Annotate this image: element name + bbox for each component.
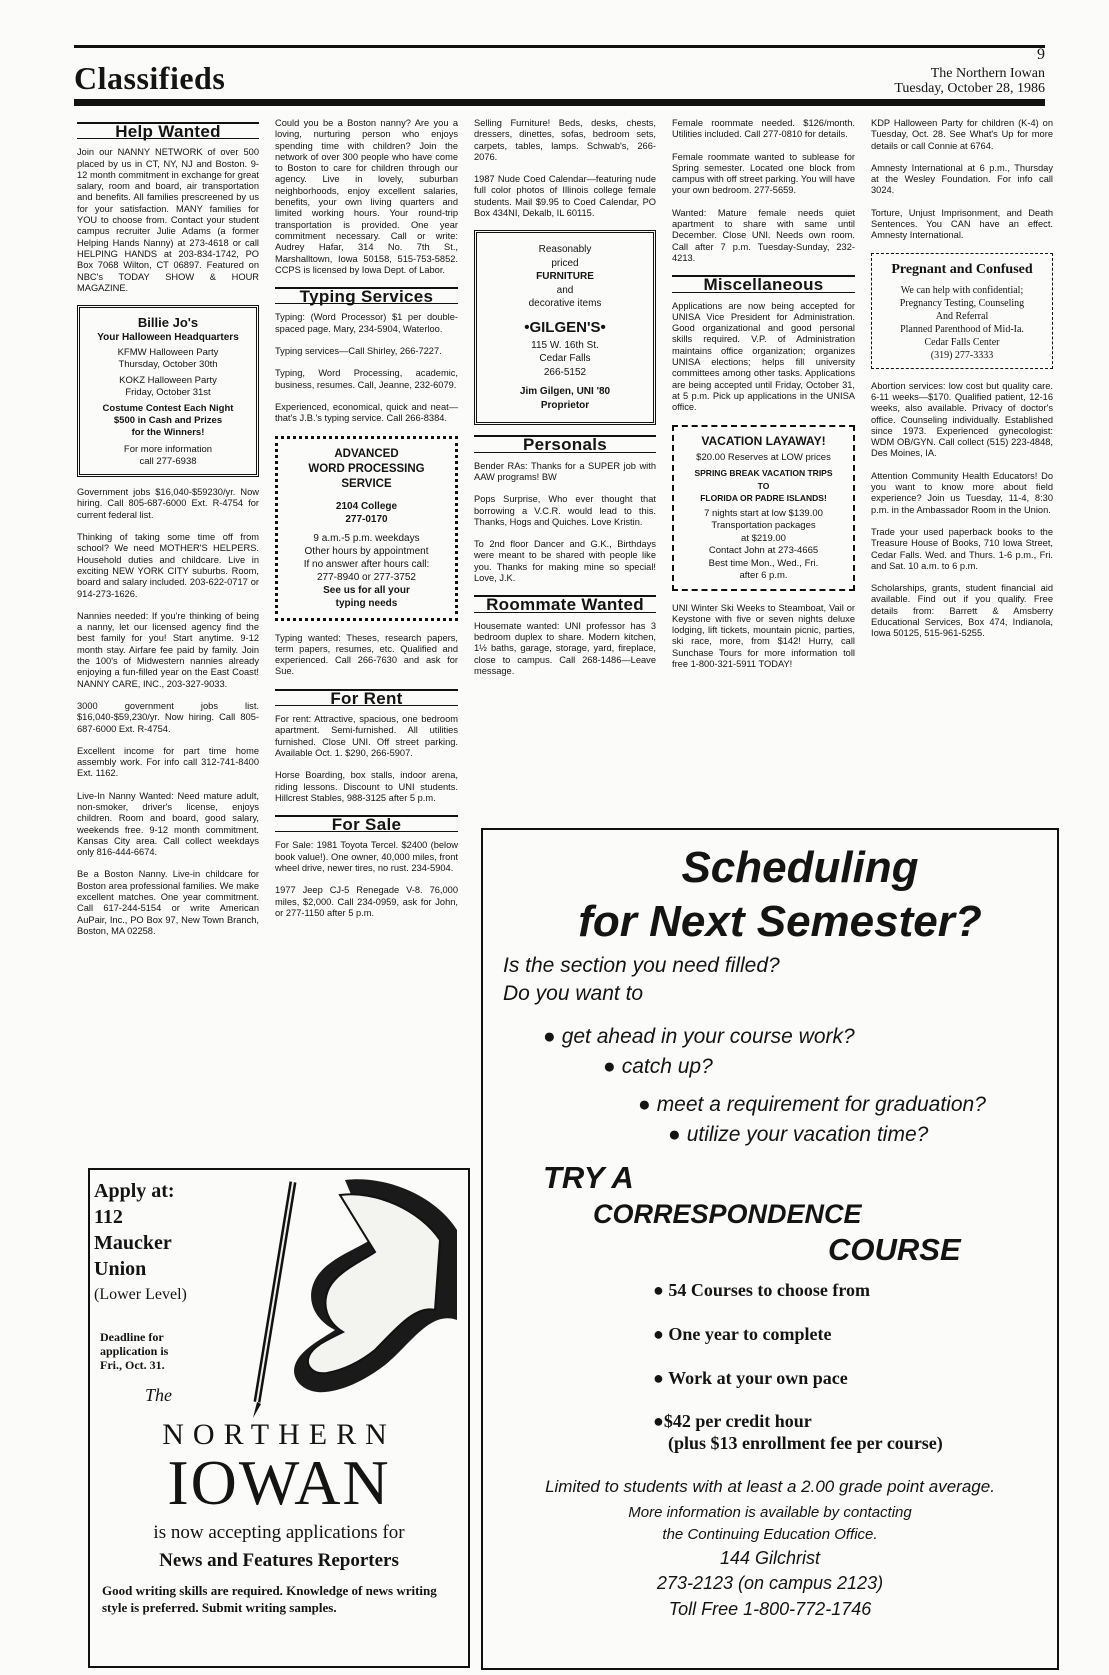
preg-line: Pregnancy Testing, Counseling [899, 297, 1025, 309]
classified-ad: To 2nd floor Dancer and G.K., Birthdays were meant to be shared with people like you. Thanks for making mine so special! Love, J.K. [474, 539, 656, 584]
billie-line: For more information [123, 444, 213, 456]
vac-line: FLORIDA OR PADRE ISLANDS! [700, 493, 827, 504]
billie-line: Friday, October 31st [125, 387, 211, 399]
vac-line: at $219.00 [741, 532, 786, 544]
pen-tip [253, 1402, 261, 1418]
ad-headline-2: for Next Semester? [578, 897, 982, 946]
classified-ad: Typing: (Word Processor) $1 per double-spaced page. Mary, 234-5904, Waterloo. [275, 312, 458, 334]
paper-name: The Northern Iowan [930, 66, 1045, 81]
vacation-layaway-ad [672, 425, 855, 591]
ad-phone: 273-2123 (on campus 2123) [656, 1573, 884, 1593]
preg-line: Planned Parenthood of Mid-Ia. [900, 323, 1024, 335]
deadline-block [100, 1330, 168, 1372]
gilgen-line: FURNITURE [536, 271, 594, 283]
classified-ad: 1977 Jeep CJ-5 Renegade V-8. 76,000 miles, $2,000. Call 234-0959, ask for John, or 277-1150 after 5 p.m. [275, 885, 458, 918]
pregnant-confused-ad [871, 253, 1053, 369]
section-title: Classifieds [74, 60, 226, 96]
classified-ad: Torture, Unjust Imprisonment, and Death Sentences. You CAN have an effect. Amnesty International. [871, 207, 1053, 241]
billie-jos-name: Billie Jo's [137, 315, 199, 331]
issue-date: Tuesday, October 28, 1986 [894, 81, 1045, 96]
typing-services-heading: Typing Services [275, 287, 458, 304]
classified-ad: Experienced, economical, quick and neat— that's J.B.'s typing service. Call 266-8384. [275, 401, 458, 424]
classified-ad: Typing, Word Processing, academic, business, resumes. Call, Jeanne, 232-6079. [275, 368, 458, 390]
vac-line: VACATION LAYAWAY! [701, 433, 826, 448]
wp-line: Other hours by appointment [304, 545, 429, 557]
roommate-wanted-heading: Roommate Wanted [474, 595, 656, 612]
billie-line: KFMW Halloween Party [117, 347, 219, 359]
northern-wordmark: NORTHERN [162, 1418, 396, 1451]
classified-ad: Wanted: Mature female needs quiet apartment to share with same until December. Close UNI. Needs own room. Call after 7 p.m. Tuesday-Sunday, 232-4213. [672, 207, 855, 263]
wp-line: ADVANCED [334, 447, 399, 460]
column-2 [275, 118, 458, 930]
apply-room: 112 [94, 1206, 123, 1228]
gilgen-line: priced [551, 257, 579, 269]
column-1 [77, 118, 259, 948]
classified-ad: Trade your used paperback books to the Treasure House of Books, 710 Iowa Street, Cedar Falls. Wed. and Thurs. 1-6 p.m., Fri. and Sat. 10 a.m. to 6 p.m. [871, 526, 1053, 571]
classified-ad: Housemate wanted: UNI professor has 3 bedroom duplex to share. Modern kitchen, 1½ baths, garage, storage, yard, fireplace, close to campus. Call 268-1486—Leave message. [474, 620, 656, 676]
ad-bullet: ● utilize your vacation time? [668, 1123, 929, 1146]
ad-bullet-text: meet a requirement for graduation? [656, 1093, 986, 1116]
preg-line: We can help with confidential; [900, 284, 1024, 296]
wp-line: 9 a.m.-5 p.m. weekdays [313, 532, 420, 544]
gilgen-line: Proprietor [540, 399, 590, 411]
classified-ad: UNI Winter Ski Weeks to Steamboat, Vail or Keystone with five or seven nights deluxe lodging, lift tickets, mountain picnic, parties, ski race, more, from $142! Hurry, call Sunchase Tours for more information toll free 1-800-321-5911 TODAY! [672, 602, 855, 670]
page-number: 9 [1037, 46, 1045, 63]
preg-title: Pregnant and Confused [891, 261, 1033, 277]
billie-line: for the Winners! [131, 427, 205, 439]
wp-line: If no answer after hours call: [303, 558, 430, 570]
classified-ad: Be a Boston Nanny. Live-in childcare for Boston area professional families. We make excellent matches. One year commitment. Call 617-244-5154 or write American AuPair, Inc., PO Box 97, New Town Branch, Boston, MA 02258. [77, 869, 259, 936]
ad-more-info: the Continuing Education Office. [662, 1526, 878, 1543]
wp-line: 277-0170 [345, 513, 388, 525]
billie-line: Thursday, October 30th [118, 359, 218, 371]
classified-ad: Government jobs $16,040-$59230/yr. Now hiring. Call 805-687-6000 Ext. R-4754 for current federal list. [77, 487, 259, 520]
classified-ad: Typing services—Call Shirley, 266-7227. [275, 346, 442, 357]
apply-label: Apply at: [94, 1180, 175, 1202]
ad-bullet: ● get ahead in your course work? [543, 1025, 855, 1048]
ad-correspondence: CORRESPONDENCE [593, 1199, 862, 1229]
ad-address: 144 Gilchrist [719, 1548, 821, 1568]
gilgen-line: and [556, 284, 574, 296]
gilgen-line: 115 W. 16th St. [531, 339, 599, 351]
gilgen-line: Jim Gilgen, UNI '80 [519, 386, 611, 398]
classified-ad: For rent: Attractive, spacious, one bedroom apartment. Semi-furnished. All utilities furnished. Close UNI. Off street parking. Available Oct. 1. $290, 266-5907. [275, 714, 458, 758]
classified-ad: Pops Surprise, Who ever thought that borrowing a V.C.R. would lead to this. Thanks, Hogs and Quiches. Love Kristin. [474, 494, 656, 527]
northern-iowan-ad [88, 1168, 470, 1668]
wp-line: 2104 College [335, 500, 398, 512]
pen-highlight [257, 1182, 293, 1402]
vac-line: Contact John at 273-4665 [708, 545, 819, 557]
classified-ad: Horse Boarding, box stalls, indoor arena, riding lessons. Discount to UNI students. Hillcrest Stables, 988-3125 after 5 p.m. [275, 770, 458, 803]
classified-ad: Typing wanted: Theses, research papers, term papers, resumes, etc. Qualified and experienced. Call 266-7630 and ask for Sue. [275, 632, 458, 677]
personals-heading: Personals [474, 435, 656, 452]
miscellaneous-heading: Miscellaneous [672, 275, 855, 292]
paper-name-date [894, 66, 1045, 96]
ad-try-a: TRY A [543, 1160, 634, 1195]
wp-line: 277-8940 or 277-3752 [317, 571, 416, 583]
preg-line: (319) 277-3333 [930, 349, 994, 361]
hand-with-pen-illustration [195, 1170, 465, 1420]
classified-ad: Female roommate wanted to sublease for Spring semester. Located one block from campus with off street parking. You will have your own bedroom. 277-5659. [672, 151, 855, 196]
wp-line: SERVICE [341, 477, 392, 490]
vac-line: TO [757, 480, 770, 491]
ad-bullet: ● meet a requirement for graduation? [638, 1093, 986, 1116]
ad-more-info: More information is available by contacting [628, 1504, 912, 1521]
apply-building: Maucker [94, 1232, 172, 1254]
billie-line: Costume Contest Each Night [102, 403, 234, 415]
deadline-line: Fri., Oct. 31. [100, 1358, 165, 1372]
classified-ad: For Sale: 1981 Toyota Tercel. $2400 (below book value!). One owner, 40,000 miles, front wheel drive, newer tires, no rust. 234-5904. [275, 840, 458, 873]
vac-line: after 6 p.m. [739, 570, 788, 582]
ad-benefit: ● One year to complete [653, 1324, 832, 1344]
for-sale-heading: For Sale [275, 815, 458, 832]
classified-ad: Scholarships, grants, student financial aid available. Find out if you qualify. Free details from: Barrett & Amsberry Educational Services, Box 474, Indianola, Iowa 50125, 515-961-5255. [871, 583, 1053, 639]
classified-ad: Nannies needed: If you're thinking of being a nanny, let our licensed agency find the best family for you! Start anytime. 9-12 month stay. Airfare fee paid by family. Join the 100's of Midwestern nannies already enjoying a fun-filled year on the East Coast! NANNY CARE, INC., 203-327-9033. [77, 610, 259, 689]
ad-phone: Toll Free 1-800-772-1746 [668, 1599, 872, 1619]
vac-line: 7 nights start at low $139.00 [704, 507, 823, 519]
ad-bullet-text: get ahead in your course work? [561, 1025, 855, 1048]
ad-question-2: Do you want to [503, 982, 644, 1005]
ad-headline-1: Scheduling [681, 843, 919, 892]
classified-ad: Thinking of taking some time off from school? We need MOTHER'S HELPERS. Household duties and childcare. Live in exciting NEW YORK CITY suburbs. Room, board and salary included. 203-622-0717 or 914-273-1626. [77, 532, 259, 599]
ad-benefit-text: Work at your own pace [668, 1368, 848, 1388]
classified-ad: Could you be a Boston nanny? Are you a loving, nurturing person who enjoys spending time with children? Join the network of over 300 people who have come to Boston to care for children through our agency. Live in lovely, suburban neighborhoods, enjoy excellent salaries, benefits, your own living quarters and limited working hours. Your round-trip transportation is provided. One year commitment necessary. Call or write: Audrey Hafar, 314 No. 7th St., Marshalltown, Iowa 50158, 515-753-5852. CCPS is licensed by Iowa Dept. of Labor. [275, 118, 458, 275]
gilgen-line: 266-5152 [543, 366, 587, 378]
classified-ad: Amnesty International at 6 p.m., Thursday at the Wesley Foundation. For info call 3024. [871, 162, 1053, 196]
ad-benefit-text: 54 Courses to choose from [668, 1280, 871, 1300]
vac-line: Transportation packages [711, 520, 816, 532]
classified-ad: 3000 government jobs list. $16,040-$59,230/yr. Now hiring. Call 805-687-6000 Ext. R-4754. [77, 700, 259, 734]
wp-line: See us for all your [323, 584, 410, 596]
classified-ad: Excellent income for part time home assembly work. For info call 312-741-8400 Ext. 1162. [77, 745, 259, 779]
classified-ad: Applications are now being accepted for UNISA Vice President for Administration. Good organizational and good personal skills required. V.P. of Administration maintains office organization; organizes UNISA elections; helps fill university committees among other tasks. Applications are being accepted until Friday, October 31, at 5 p.m. Pick up applications in the UNISA office. [672, 300, 855, 413]
help-wanted-heading: Help Wanted [77, 122, 259, 139]
gilgens-ad [474, 230, 656, 425]
billie-jos-ad [77, 305, 259, 477]
column-3 [474, 118, 656, 688]
billie-line: $500 in Cash and Prizes [113, 415, 223, 427]
classified-ad: Join our NANNY NETWORK of over 500 placed by us in CT, NY, NJ and Boston. 9-12 month commitment in exchange for great salary, room and board, air transportation and benefits. All families prescreened by us for your satisfaction. MANY families for YOU to choose from. Contact your student campus recruiter Julie Adams (a former Helping Hands Nanny) at 273-4618 or call HELPING HANDS at 203-834-1742, PO Box 7068 Wilton, CT 06897. Featured on NBC's TODAY SHOW & HOUR MAGAZINE. [77, 147, 259, 293]
classified-ad: Attention Community Health Educators! Do you want to know more about field experience? Join us Tuesday, 11-4, 8:30 p.m. in the Ambassador Room in the Union. [871, 470, 1053, 515]
ad-benefit: ●$42 per credit hour [653, 1411, 812, 1431]
ad-benefit: ● 54 Courses to choose from [653, 1280, 871, 1300]
classified-ad: Female roommate needed. $126/month. Utilities included. Call 277-0810 for details. [672, 118, 855, 140]
gilgen-line: •GILGEN'S• [524, 318, 606, 336]
billie-line: KOKZ Halloween Party [119, 375, 217, 387]
ad-benefit: ● Work at your own pace [653, 1368, 848, 1388]
correspondence-course-ad [481, 828, 1059, 1670]
column-4 [672, 118, 855, 681]
gilgen-line: Reasonably [538, 244, 592, 256]
classified-ad: Live-In Nanny Wanted: Need mature adult, non-smoker, driver's license, enjoys children. Room and board, good salary, weekends free. 9-12 month commitment. Kansas City area. Call collect weekdays only 816-444-6674. [77, 790, 259, 858]
classified-ad: Bender RAs: Thanks for a SUPER job with AAW programs! BW [474, 460, 656, 482]
the-label: The [145, 1385, 172, 1405]
ad-course: COURSE [828, 1232, 961, 1267]
wp-line: WORD PROCESSING [308, 462, 425, 475]
gilgen-line: Cedar Falls [539, 353, 591, 365]
billie-jos-headline: Your Halloween Headquarters [97, 332, 239, 344]
preg-line: And Referral [935, 310, 989, 322]
ad-bullet-text: utilize your vacation time? [686, 1123, 929, 1146]
classified-ad: KDP Halloween Party for children (K-4) on Tuesday, Oct. 28. See What's Up for more details or call Connie at 6764. [871, 118, 1053, 151]
deadline-line: Deadline for [100, 1330, 164, 1344]
ad-bullet-text: catch up? [621, 1055, 713, 1078]
classified-ad: 1987 Nude Coed Calendar—featuring nude full color photos of Illinois college female students. Mail $9.95 to Coed Calendar, PO Box 434NI, Dekalb, IL 60115. [474, 174, 656, 219]
ad-benefit-text: $42 per credit hour [663, 1411, 812, 1431]
for-rent-heading: For Rent [275, 689, 458, 706]
preg-line: Cedar Falls Center [924, 336, 1000, 348]
ad-bullet: ● catch up? [603, 1055, 713, 1078]
wp-line: typing needs [335, 597, 398, 609]
ad-limit: Limited to students with at least a 2.00 grade point average. [545, 1477, 995, 1496]
reporters-line: News and Features Reporters [159, 1550, 399, 1571]
top-rule [74, 45, 1045, 48]
requirements: Good writing skills are required. Knowledge of news writing style is preferred. Submit writing samples. [102, 1583, 437, 1615]
ad-benefit-fee: (plus $13 enrollment fee per course) [668, 1433, 943, 1453]
classified-ad: Abortion services: low cost but quality care. 6-11 weeks—$170. Qualified patient, 12-16 weeks, also available. Privacy of doctor's office. Counseling individually. Established since 1973. Experienced gynecologist: WDM OB/GYN. Call collect (515) 223-4848, Des Moines, IA. [871, 380, 1053, 459]
vac-line: Best time Mon., Wed., Fri. [708, 557, 819, 569]
accepting-line: is now accepting applications for [153, 1522, 405, 1543]
billie-line: call 277-6938 [139, 456, 197, 468]
apply-building: Union [94, 1258, 147, 1280]
ad-question-1: Is the section you need filled? [503, 954, 780, 977]
classified-ad: Selling Furniture! Beds, desks, chests, dressers, dinettes, sofas, bedroom sets, carpets, tables, lamps. Schwab's, 266-2076. [474, 118, 656, 162]
column-5 [871, 118, 1053, 651]
iowan-wordmark: IOWAN [167, 1447, 391, 1518]
apply-level: (Lower Level) [94, 1286, 187, 1303]
gilgen-line: decorative items [528, 298, 602, 310]
word-processing-ad [275, 436, 458, 621]
masthead-rule [74, 99, 1045, 106]
ad-benefit-text: One year to complete [668, 1324, 832, 1344]
vac-line: $20.00 Reserves at LOW prices [696, 451, 831, 463]
vac-line: SPRING BREAK VACATION TRIPS [694, 468, 833, 479]
apply-block [94, 1178, 219, 1308]
deadline-line: application is [100, 1344, 169, 1358]
